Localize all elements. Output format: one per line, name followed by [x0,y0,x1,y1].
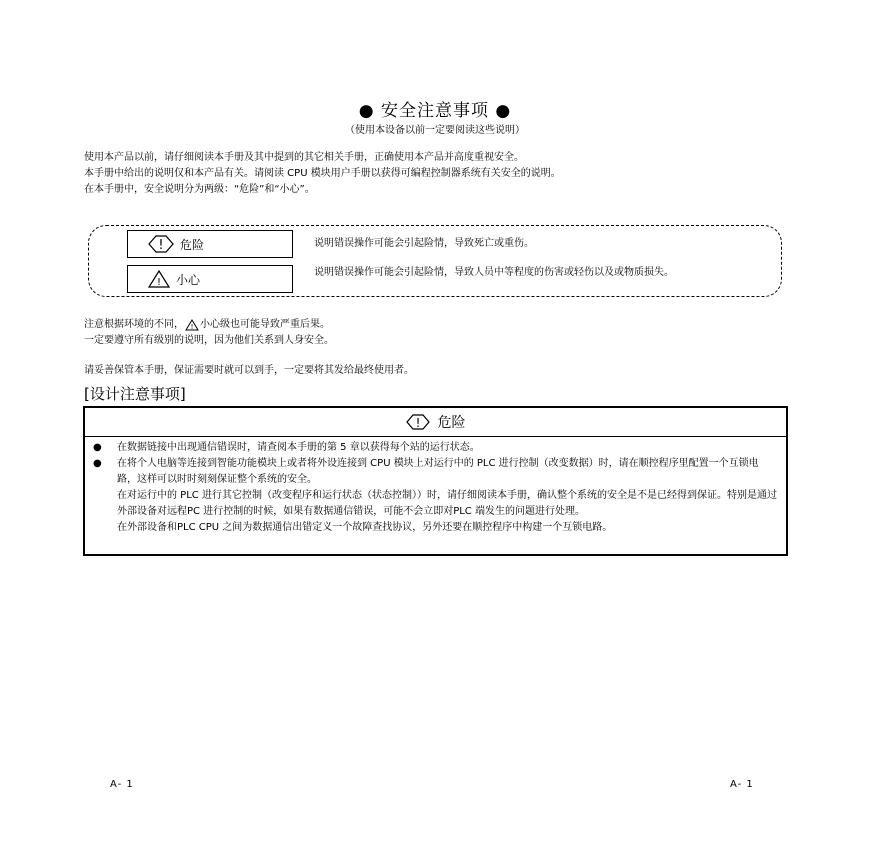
svg-text:!: ! [415,416,420,430]
footer-page-number-right: A- 1 [730,779,754,790]
list-item [93,456,778,488]
caution-level-description: 说明错误操作可能会引起险情，导致人员中等程度的伤害或轻伤以及或物质损失。 [314,267,674,278]
note-line-2: 一定要遵守所有级别的说明，因为他们关系到人身安全。 [84,335,334,346]
svg-text:!: ! [158,238,164,253]
page-subtitle: （使用本设备以前一定要阅读这些说明） [345,125,525,136]
intro-line-2: 本手册中给出的说明仅和本产品有关。请阅读 CPU 模块用户手册以获得可编程控制器系统有关安全的说明。 [84,168,561,179]
svg-text:!: ! [156,277,162,288]
danger-para-2: 在对运行中的 PLC 进行其它控制（改变程序和运行状态（状态控制））时，请仔细阅读本手册，确认整个系统的安全是不是已经得到保证。特别是通过外部设备对远程PC 进行控制的时候，如果有数据通信错误，可能不会立即对PLC 端发生的问题进行处理。 [117,490,777,517]
note-caution-icon [185,319,199,331]
notes-paragraph [84,317,784,379]
caution-triangle-icon [148,270,170,288]
footer-page-number-left: A- 1 [110,779,134,790]
danger-table-header [85,408,786,437]
bullet-1-text: 在数据链接中出现通信错误时，请查阅本手册的第 5 章以获得每个站的运行状态。 [117,442,480,453]
danger-para-3: 在外部设备和PLC CPU 之间为数据通信出错定义一个故障查找协议，另外还要在顺控程序中构建一个互锁电路。 [117,522,613,533]
caution-level-box [127,265,293,293]
danger-level-box [127,230,293,258]
note-line-1-label: 小心 [200,319,220,330]
intro-paragraph [84,150,784,198]
danger-table-body [85,437,786,536]
list-item [93,440,778,456]
danger-level-description: 说明错误操作可能会引起险情，导致死亡或重伤。 [314,238,534,249]
intro-line-3: 在本手册中，安全说明分为两级：“危险”和“小心”。 [84,184,315,195]
note-line-1 [84,317,784,333]
bullet-2-text: 在将个人电脑等连接到智能功能模块上或者将外设连接到 CPU 模块上对运行中的 PLC 进行控制（改变数据）时，请在顺控程序里配置一个互锁电路，这样可以时时刻刻保证整个系统的安全。 [117,458,759,485]
section-heading: [设计注意事项] [84,385,186,403]
danger-header-icon [406,414,430,430]
bullet-icon: ● [93,458,102,469]
danger-table [83,406,788,556]
danger-level-label: 危险 [180,237,205,252]
caution-level-label: 小心 [176,272,201,287]
svg-text:!: ! [190,323,194,331]
danger-header-label: 危险 [437,415,466,431]
danger-warning-icon [148,235,174,253]
note-line-1-suffix: 级也可能导致严重后果。 [220,319,330,330]
note-line-3: 请妥善保管本手册，保证需要时就可以到手，一定要将其发给最终使用者。 [84,365,414,376]
note-line-1-prefix: 注意根据环境的不同， [84,319,184,330]
bullet-icon: ● [93,442,102,453]
intro-line-1: 使用本产品以前，请仔细阅读本手册及其中提到的其它相关手册，正确使用本产品并高度重视安全。 [84,152,524,163]
page-title: ● 安全注意事项 ● [358,101,512,121]
